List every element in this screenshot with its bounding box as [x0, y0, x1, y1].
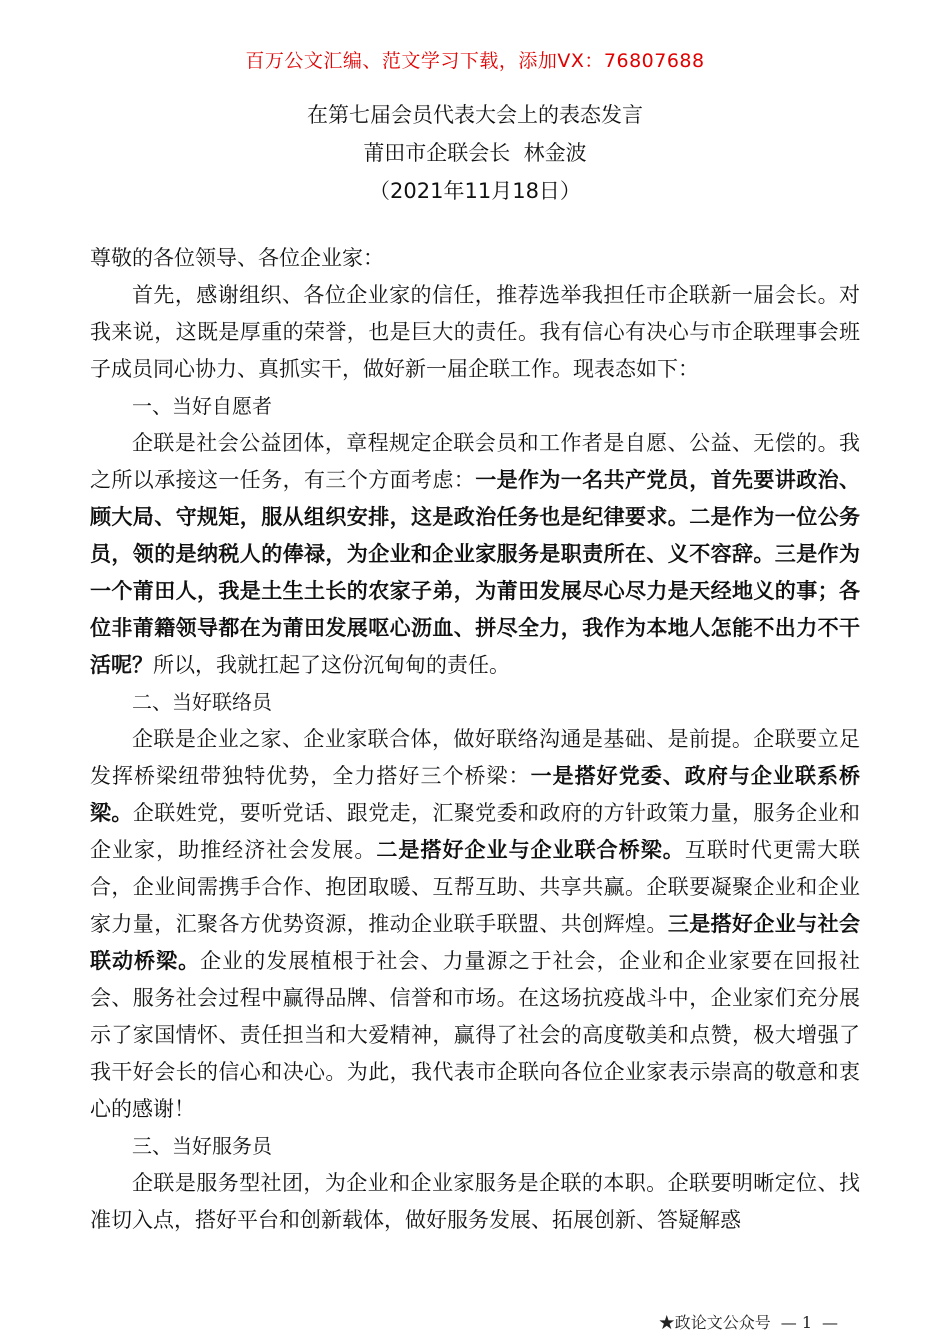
section-heading-2: 二、当好联络员	[132, 690, 272, 714]
paragraph-emphasis: 二是搭好企业与企业联合桥梁。	[376, 838, 685, 862]
paragraph-emphasis: 一是作为一名共产党员，首先要讲政治、顾大局、守规矩，服从组织安排，这是政治任务也是纪律要求。二是作为一位公务员，领的是纳税人的俸禄，为企业和企业家服务是职责所在、义不容辞。三是作为一个莆田人，我是土生土长的农家子弟，为莆田发展尽心尽力是天经地义的事；各位非莆籍领导都在为莆田发展呕心沥血、拼尽全力，我作为本地人怎能不出力不干活呢？	[90, 468, 861, 677]
document-title: 在第七届会员代表大会上的表态发言	[307, 103, 643, 127]
paragraph-text: 企业的发展植根于社会、力量源之于社会，企业和企业家要在回报社会、服务社会过程中赢得品牌、信誉和市场。在这场抗疫战斗中，企业家们充分展示了家国情怀、责任担当和大爱精神，赢得了社会的高度敬美和点赞，极大增强了我干好会长的信心和决心。为此，我代表市企联向各位企业家表示崇高的敬意和衷心的感谢！	[90, 949, 861, 1121]
watermark-banner: 百万公文汇编、范文学习下载，添加VX：76807688	[245, 50, 705, 72]
page-footer	[659, 1310, 838, 1333]
document-date: （2021年11月18日）	[369, 179, 581, 203]
paragraph-service: 企联是服务型社团，为企业和企业家服务是企联的本职。企联要明晰定位、找准切入点，搭好平台和创新载体，做好服务发展、拓展创新、答疑解惑	[90, 1171, 860, 1232]
salutation: 尊敬的各位领导、各位企业家：	[90, 246, 384, 270]
paragraph-text: 企联是企业之家、企业家联合体，做好联络沟通是基础、是前提。企联要立足发挥桥梁纽带独特优势，全力搭好三个桥梁：	[90, 727, 860, 788]
paragraph-text: 所以，我就扛起了这份沉甸甸的责任。	[153, 653, 510, 677]
paragraph-intro: 首先，感谢组织、各位企业家的信任，推荐选举我担任市企联新一届会长。对我来说，这既是厚重的荣誉，也是巨大的责任。我有信心有决心与市企联理事会班子成员同心协力、真抓实干，做好新一届企联工作。现表态如下：	[90, 283, 860, 381]
paragraph-text: 企联是社会公益团体，章程规定企联会员和工作者是自愿、公益、无偿的。我之所以承接这一任务，有三个方面考虑：	[90, 431, 860, 492]
page-number: 1	[801, 1313, 812, 1332]
paragraph-emphasis: 三是搭好企业与社会联动桥梁。	[90, 912, 861, 973]
paragraph-emphasis: 一是搭好党委、政府与企业联系桥梁。	[90, 764, 861, 825]
section-heading-1: 一、当好自愿者	[132, 394, 272, 418]
paragraph-text: 互联时代更需大联合，企业间需携手合作、抱团取暖、互帮互助、共享共赢。企联要凝聚企业和企业家力量，汇聚各方优势资源，推动企业联手联盟、共创辉煌。	[90, 838, 861, 936]
document-header	[0, 96, 950, 210]
paragraph-text: 企联姓党，要听党话、跟党走，汇聚党委和政府的方针政策力量，服务企业和企业家，助推经济社会发展。	[90, 801, 861, 862]
document-body	[90, 240, 860, 1239]
paragraph-liaison	[90, 721, 860, 1128]
footer-dash: —	[822, 1313, 838, 1332]
section-heading-3: 三、当好服务员	[132, 1134, 272, 1158]
document-author: 莆田市企联会长 林金波	[363, 141, 587, 165]
footer-source: ★政论文公众号	[658, 1313, 771, 1332]
paragraph-volunteer	[90, 425, 860, 684]
footer-dash: —	[780, 1313, 802, 1332]
